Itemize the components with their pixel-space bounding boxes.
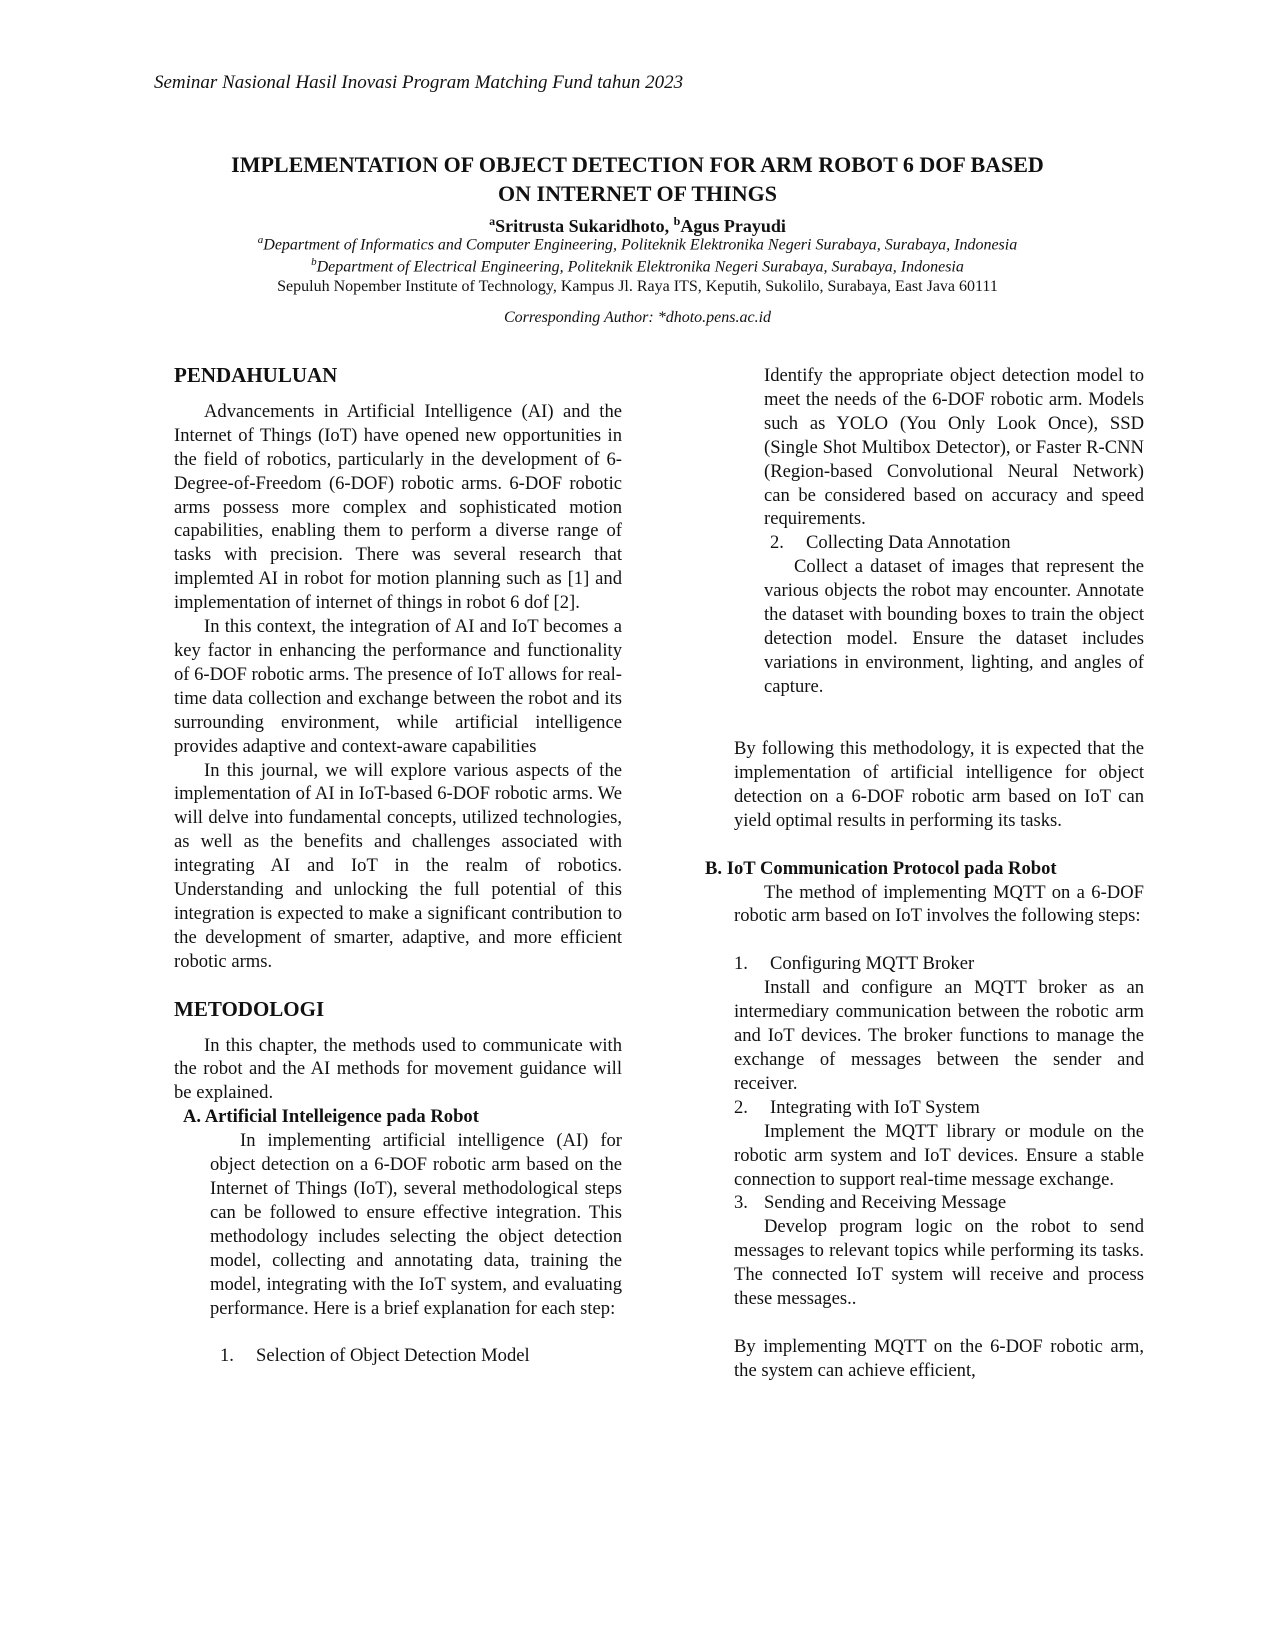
list-number: 2.	[734, 1096, 748, 1118]
corresponding-author: Corresponding Author: *dhoto.pens.ac.id	[503, 309, 772, 326]
right-column-upper	[764, 364, 1144, 699]
affiliation-b-text: Department of Electrical Engineering, Politeknik Elektronika Negeri Surabaya, Surabaya, Indonesia	[316, 258, 964, 276]
list-item-step-2	[770, 531, 1144, 555]
author-a: Sritrusta Sukaridhoto,	[495, 216, 674, 236]
mqtt-step-1-paragraph: Install and configure an MQTT broker as an intermediary communication between the robotic arm and IoT devices. The broker functions to manage the exchange of messages between the sender and receiver.	[734, 977, 1144, 1094]
pendahuluan-paragraph-2: In this context, the integration of AI and IoT becomes a key factor in enhancing the performance and functionality of 6-DOF robotic arms. The presence of IoT allows for real-time data collection and exchange between the robot and its surrounding environment, while artificial intelligence provides adaptive and context-aware capabilities	[174, 616, 623, 757]
author-b: Agus Prayudi	[680, 216, 786, 236]
list-item-title: Integrating with IoT System	[770, 1096, 980, 1118]
step-1-paragraph: Identify the appropriate object detection model to meet the needs of the 6-DOF robotic arm. Models such as YOLO (You Only Look Once), SSD (Single Shot Multibox Detector), or Faster R-CNN (Region-based Convolutional Neural Network) can be considered based on accuracy and speed requirements.	[764, 365, 1144, 530]
paper-title	[150, 150, 1125, 208]
subsection-a-heading	[183, 1105, 622, 1129]
affiliation-a-text: Department of Informatics and Computer Engineering, Politeknik Elektronika Negeri Surabaya, Surabaya, Indonesia	[263, 236, 1018, 254]
affiliation-a-marker: a	[257, 234, 264, 246]
subsection-b-label: B.	[705, 857, 723, 879]
subsection-b-title: IoT Communication Protocol pada Robot	[726, 857, 1057, 879]
list-item-mqtt-2	[734, 1096, 1144, 1120]
list-number: 1.	[220, 1345, 234, 1367]
list-item-title: Collecting Data Annotation	[806, 532, 1011, 554]
list-number: 2.	[770, 532, 784, 554]
left-column	[174, 364, 622, 1368]
section-heading-metodologi: METODOLOGI	[174, 996, 325, 1021]
author-b-marker: b	[673, 214, 681, 228]
pendahuluan-paragraph-3: In this journal, we will explore various aspects of the implementation of AI in IoT-based 6-DOF robotic arms. We will delve into fundamental concepts, utilized technologies, as well as the benefits and challenges associated with integrating AI and IoT in the realm of robotics. Understanding and unlocking the full potential of this integration is expected to make a significant contribution to the development of smarter, adaptive, and more efficient robotic arms.	[174, 759, 622, 972]
mqtt-conclusion: By implementing MQTT on the 6-DOF robotic arm, the system can achieve efficient,	[734, 1335, 1144, 1381]
list-item-mqtt-1	[734, 952, 1144, 976]
affiliation-a	[150, 234, 1125, 254]
mqtt-step-2-paragraph: Implement the MQTT library or module on the robotic arm system and IoT devices. Ensure a stable connection to support real-time message exchange.	[734, 1120, 1144, 1190]
list-number: 1.	[734, 953, 748, 975]
title-line-2: ON INTERNET OF THINGS	[498, 181, 777, 206]
list-item-step-1	[220, 1344, 622, 1368]
running-header: Seminar Nasional Hasil Inovasi Program Matching Fund tahun 2023	[154, 72, 684, 93]
methodology-conclusion: By following this methodology, it is expected that the implementation of artificial intelligence for object detection on a 6-DOF robotic arm based on IoT can yield optimal results in performing its tasks.	[734, 738, 1144, 831]
list-item-mqtt-3	[734, 1191, 1144, 1215]
list-number: 3.	[734, 1192, 748, 1214]
section-heading-pendahuluan: PENDAHULUAN	[174, 363, 338, 387]
subsection-a-title: Artificial Intelleigence pada Robot	[204, 1106, 479, 1128]
mqtt-step-3-paragraph: Develop program logic on the robot to send messages to relevant topics while performing its tasks. The connected IoT system will receive and process these messages..	[734, 1216, 1144, 1310]
author-a-marker: a	[489, 214, 496, 228]
affiliation-b-marker: b	[311, 256, 317, 268]
metodologi-intro: In this chapter, the methods used to communicate with the robot and the AI methods for movement guidance will be explained.	[174, 1034, 622, 1104]
affiliation-address: Sepuluh Nopember Institute of Technology, Kampus Jl. Raya ITS, Keputih, Sukolilo, Surabaya, East Java 60111	[277, 278, 998, 295]
pendahuluan-paragraph-1: Advancements in Artificial Intelligence (AI) and the Internet of Things (IoT) have opened new opportunities in the field of robotics, particularly in the development of 6-Degree-of-Freedom (6-DOF) robotic arms. 6-DOF robotic arms possess more complex and sophisticated motion capabilities, enabling them to perform a diverse range of tasks with precision. There was several research that implemted AI in robot for motion planning such as [1] and implementation of internet of things in robot 6 dof [2].	[174, 400, 622, 614]
list-item-title: Selection of Object Detection Model	[256, 1345, 530, 1367]
list-item-title: Configuring MQTT Broker	[770, 953, 975, 975]
list-item-title: Sending and Receiving Message	[764, 1192, 1007, 1214]
subsection-b-heading	[705, 857, 1144, 881]
subsection-b-intro: The method of implementing MQTT on a 6-DOF robotic arm based on IoT involves the following steps:	[734, 881, 1144, 927]
subsection-a-paragraph: In implementing artificial intelligence (AI) for object detection on a 6-DOF robotic arm based on the Internet of Things (IoT), several methodological steps can be followed to ensure effective integration. This methodology includes selecting the object detection model, collecting and annotating data, training the model, integrating with the IoT system, and evaluating performance. Here is a brief explanation for each step:	[210, 1130, 622, 1319]
subsection-a-label: A.	[183, 1106, 202, 1128]
subsection-a	[174, 1105, 622, 1368]
right-column-lower	[705, 737, 1144, 1383]
title-line-1: IMPLEMENTATION OF OBJECT DETECTION FOR ARM ROBOT 6 DOF BASED	[231, 152, 1044, 177]
step-2-paragraph: Collect a dataset of images that represent the various objects the robot may encounter. Annotate the dataset with bounding boxes to train the object detection model. Ensure the dataset includes variations in environment, lighting, and angles of capture.	[764, 556, 1144, 697]
affiliation-b	[150, 256, 1125, 276]
